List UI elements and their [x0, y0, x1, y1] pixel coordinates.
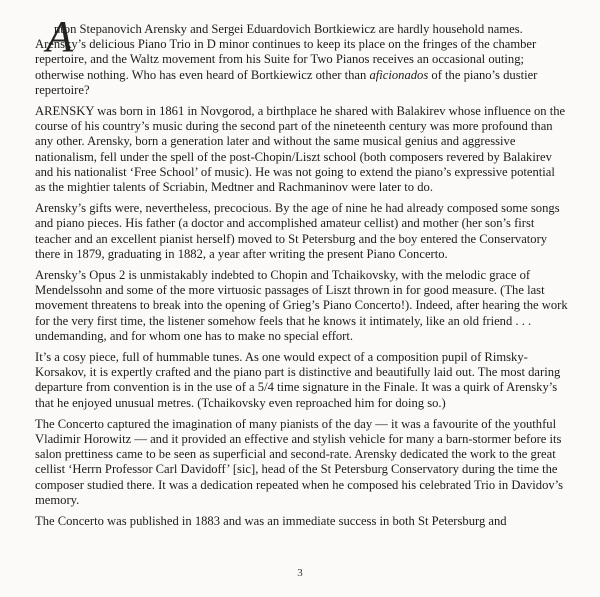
paragraph-cosy-piece: It’s a cosy piece, full of hummable tunes. As one would expect of a composition pupil of Rimsky-Korsakov, it is expertly crafted and the piano part is distinctive and beautifully laid out. The most daring departure from convention is in the use of a 5/4 time signature in the Finale. It was a quirk of Arensky’s that he enjoyed unusual metres. (Tchaikovsky even reproached him for doing so.) — [35, 350, 561, 410]
intro-text-part-1: nton Stepanovich Arensky and Sergei Eduardovich Bortkiewicz are hardly household names. Arensky’s delicious Piano Trio in D minor continues to keep its place on the fringes of the chamber repertoire, and the Waltz movement from his Suite for Two Pianos receives an occasional outing; otherwise nothing. Who has even heard of Bortkiewicz other than — [35, 22, 537, 82]
intro-italic-term: aficionados — [369, 67, 429, 82]
paragraph-arensky-birth: ARENSKY was born in 1861 in Novgorod, a birthplace he shared with Balakirev whose influence on the course of his country’s music during the second part of the nineteenth century was more profound than any other. Arensky, born a generation later and without the same musical genius and aggressive nationalism, fell under the spell of the post-Chopin/Liszt school (both composers revered by Balakirev and his nationalist ‘Free School’ of music). He was not going to extend the piano’s expressive potential as the mightier talents of Scriabin, Medtner and Rachmaninov were later to do. — [35, 104, 566, 195]
paragraph-precocious-gifts: Arensky’s gifts were, nevertheless, precocious. By the age of nine he had already composed some songs and piano pieces. His father (a doctor and accomplished amateur cellist) and mother (her son’s first teacher and an excellent pianist herself) moved to St Petersburg and the boy entered the Conservatory there in 1879, graduating in 1882, a year after writing the present Piano Concerto. — [35, 201, 560, 261]
booklet-page-text — [35, 12, 568, 535]
paragraph-opus-2: Arensky’s Opus 2 is unmistakably indebted to Chopin and Tchaikovsky, with the melodic grace of Mendelssohn and some of the more virtuosic passages of Liszt thrown in for good measure. (The last movement threatens to break into the opening of Grieg’s Piano Concerto!). Indeed, after hearing the work for the very first time, the listener somehow feels that he knows it intimately, like an old friend . . . undemanding, and for whom one has to make no special effort. — [35, 268, 568, 343]
intro-text-part-2: of the piano’s dustier repertoire? — [35, 67, 538, 97]
paragraph-publication: The Concerto was published in 1883 and was an immediate success in both St Petersburg and — [35, 514, 507, 529]
paragraph-concerto-reception: The Concerto captured the imagination of many pianists of the day — it was a favourite of the youthful Vladimir Horowitz — and it provided an effective and stylish vehicle for many a barn-stormer before its salon prettiness came to be seen as superficial and second-rate. Arensky dedicated the work to the great cellist ‘Herrn Professor Carl Davidoff’ [sic], head of the St Petersburg Conservatory during the time the composer studied there. It was a dedication repeated when he composed his celebrated Trio in Davidov’s memory. — [35, 416, 564, 507]
page-number: 3 — [297, 567, 303, 579]
drop-cap-letter: A — [46, 12, 73, 61]
paragraph-intro — [35, 12, 568, 98]
